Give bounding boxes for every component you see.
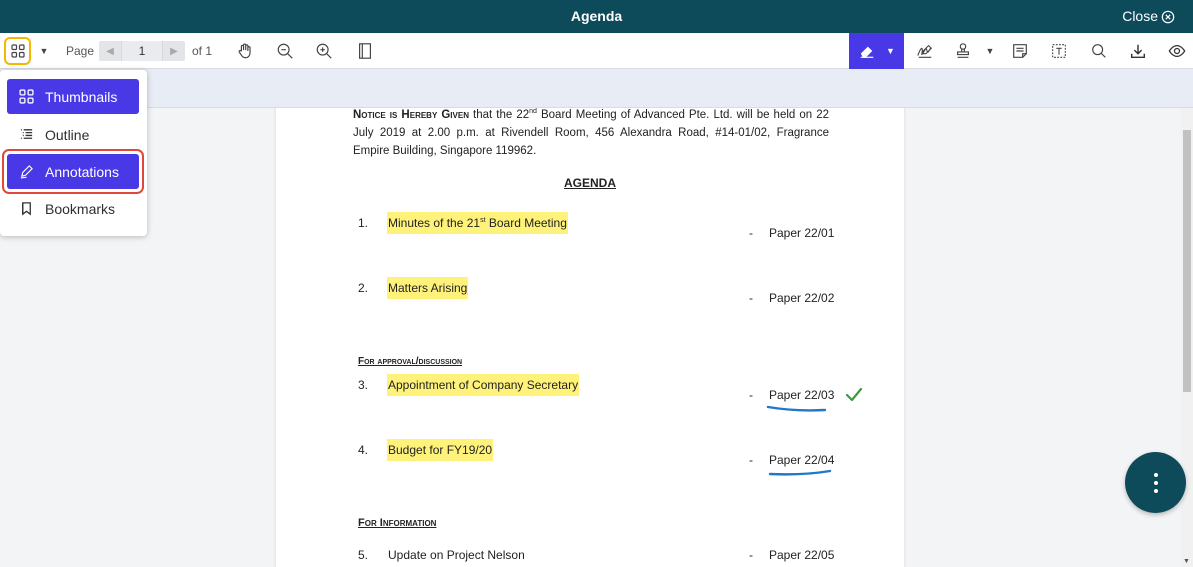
menu-item-bookmarks[interactable] (7, 191, 139, 226)
item-paper-ref: Paper 22/05 (769, 548, 835, 562)
title-bar (0, 0, 1193, 33)
hand-icon (236, 42, 254, 60)
page-label: Page (66, 44, 95, 58)
panel-dropdown-menu (0, 70, 147, 236)
item-number: 4. (358, 443, 369, 457)
stamp-icon (954, 42, 972, 60)
item-title-b: Board Meeting (485, 216, 567, 230)
outline-icon (19, 127, 34, 142)
section-information-heading: For Information (358, 517, 437, 529)
item-title-a: Minutes of the 21 (388, 216, 481, 230)
stamp-dropdown-caret[interactable]: ▼ (985, 46, 995, 56)
item-paper-ref: Paper 22/02 (769, 291, 835, 305)
eraser-tool-button[interactable] (849, 33, 904, 69)
item-title-highlighted[interactable]: Matters Arising (387, 277, 468, 299)
text-box-tool-button[interactable] (1048, 33, 1070, 69)
dot (1154, 481, 1158, 485)
ink-underline-annotation[interactable] (766, 403, 828, 415)
eraser-icon (858, 42, 876, 60)
document-viewport[interactable] (0, 108, 1181, 567)
eraser-dropdown-caret[interactable]: ▼ (886, 46, 895, 56)
item-title-highlighted[interactable]: Budget for FY19/20 (387, 439, 493, 461)
scrollbar-thumb[interactable] (1183, 130, 1191, 392)
item-title-highlighted[interactable] (387, 212, 568, 234)
scroll-down-arrow[interactable]: ▼ (1183, 558, 1190, 565)
document-title: Agenda (570, 8, 623, 24)
item-title-sup: st (480, 217, 486, 224)
annotation-subbar (0, 69, 1193, 108)
menu-item-label: Outline (45, 126, 90, 143)
menu-item-thumbnails[interactable] (7, 79, 139, 114)
signature-icon (916, 42, 934, 60)
item-number: 2. (358, 281, 369, 295)
menu-item-label: Annotations (45, 163, 119, 180)
close-circle-icon (1161, 10, 1175, 24)
menu-item-outline[interactable] (7, 117, 139, 152)
page-navigator (99, 41, 185, 61)
item-number: 3. (358, 378, 369, 392)
item-number: 5. (358, 548, 369, 562)
text-box-icon (1050, 42, 1068, 60)
more-actions-button[interactable] (1125, 452, 1186, 513)
close-label: Close (1122, 8, 1158, 24)
search-button[interactable] (1088, 33, 1110, 69)
download-button[interactable] (1127, 33, 1149, 69)
item-dash: - (749, 388, 753, 402)
item-title-highlighted[interactable]: Appointment of Company Secretary (387, 374, 579, 396)
item-dash: - (749, 453, 753, 467)
page-number-input[interactable]: 1 (121, 41, 163, 61)
close-button[interactable] (1122, 0, 1175, 33)
notice-sup: nd (529, 108, 537, 115)
notice-text-a: that the 22 (468, 108, 530, 121)
note-tool-button[interactable] (1009, 33, 1031, 69)
zoom-out-button[interactable] (274, 33, 296, 69)
search-icon (1090, 42, 1108, 60)
zoom-out-icon (276, 42, 294, 60)
annotations-focus-outline (2, 149, 144, 194)
panel-toggle-button[interactable] (4, 37, 31, 65)
document-page (276, 108, 904, 567)
notice-text-b: Board Meeting of Advanced Pte. Ltd. will be held on 22 July 2019 at 2.00 p.m. at Rivendell Room, 456 Alexandra Road, #14-01/02, Fragrance Empire Building, Singapore 119962. (353, 108, 830, 157)
stamp-tool-button[interactable] (952, 33, 974, 69)
item-title: Update on Project Nelson (388, 548, 525, 562)
bookmark-icon (19, 201, 34, 216)
item-paper-ref: Paper 22/04 (769, 453, 835, 467)
note-icon (1011, 42, 1029, 60)
menu-item-label: Bookmarks (45, 200, 116, 217)
item-number: 1. (358, 216, 369, 230)
item-paper-ref: Paper 22/01 (769, 226, 835, 240)
item-dash: - (749, 548, 753, 562)
single-page-icon (356, 42, 374, 60)
notice-paragraph (353, 108, 829, 160)
ink-underline-annotation[interactable] (767, 466, 833, 478)
item-dash: - (749, 226, 753, 240)
signature-tool-button[interactable] (914, 33, 936, 69)
page-count: of 1 (192, 44, 213, 58)
agenda-heading: AGENDA (563, 176, 616, 190)
notice-lead: Notice is Hereby Given (353, 108, 469, 121)
next-page-button[interactable]: ▶ (170, 45, 178, 57)
check-mark-icon[interactable] (844, 386, 864, 404)
dot (1154, 489, 1158, 493)
zoom-in-button[interactable] (313, 33, 335, 69)
page-view-button[interactable] (354, 33, 376, 69)
item-dash: - (749, 291, 753, 305)
vertical-scrollbar[interactable] (1181, 108, 1193, 567)
download-icon (1129, 42, 1147, 60)
zoom-in-icon (315, 42, 333, 60)
item-paper-ref: Paper 22/03 (769, 388, 835, 402)
prev-page-button[interactable]: ◀ (106, 45, 114, 57)
section-approval-heading: For approval/discussion (358, 356, 463, 367)
toolbar (0, 33, 1193, 69)
menu-item-label: Thumbnails (45, 88, 118, 105)
pan-tool-button[interactable] (234, 33, 256, 69)
view-mode-button[interactable] (1166, 33, 1188, 69)
grid-icon (19, 89, 34, 104)
panel-grid-icon (11, 44, 25, 58)
dot (1154, 473, 1158, 477)
eye-icon (1168, 42, 1186, 60)
panel-dropdown-caret[interactable]: ▼ (39, 46, 49, 56)
